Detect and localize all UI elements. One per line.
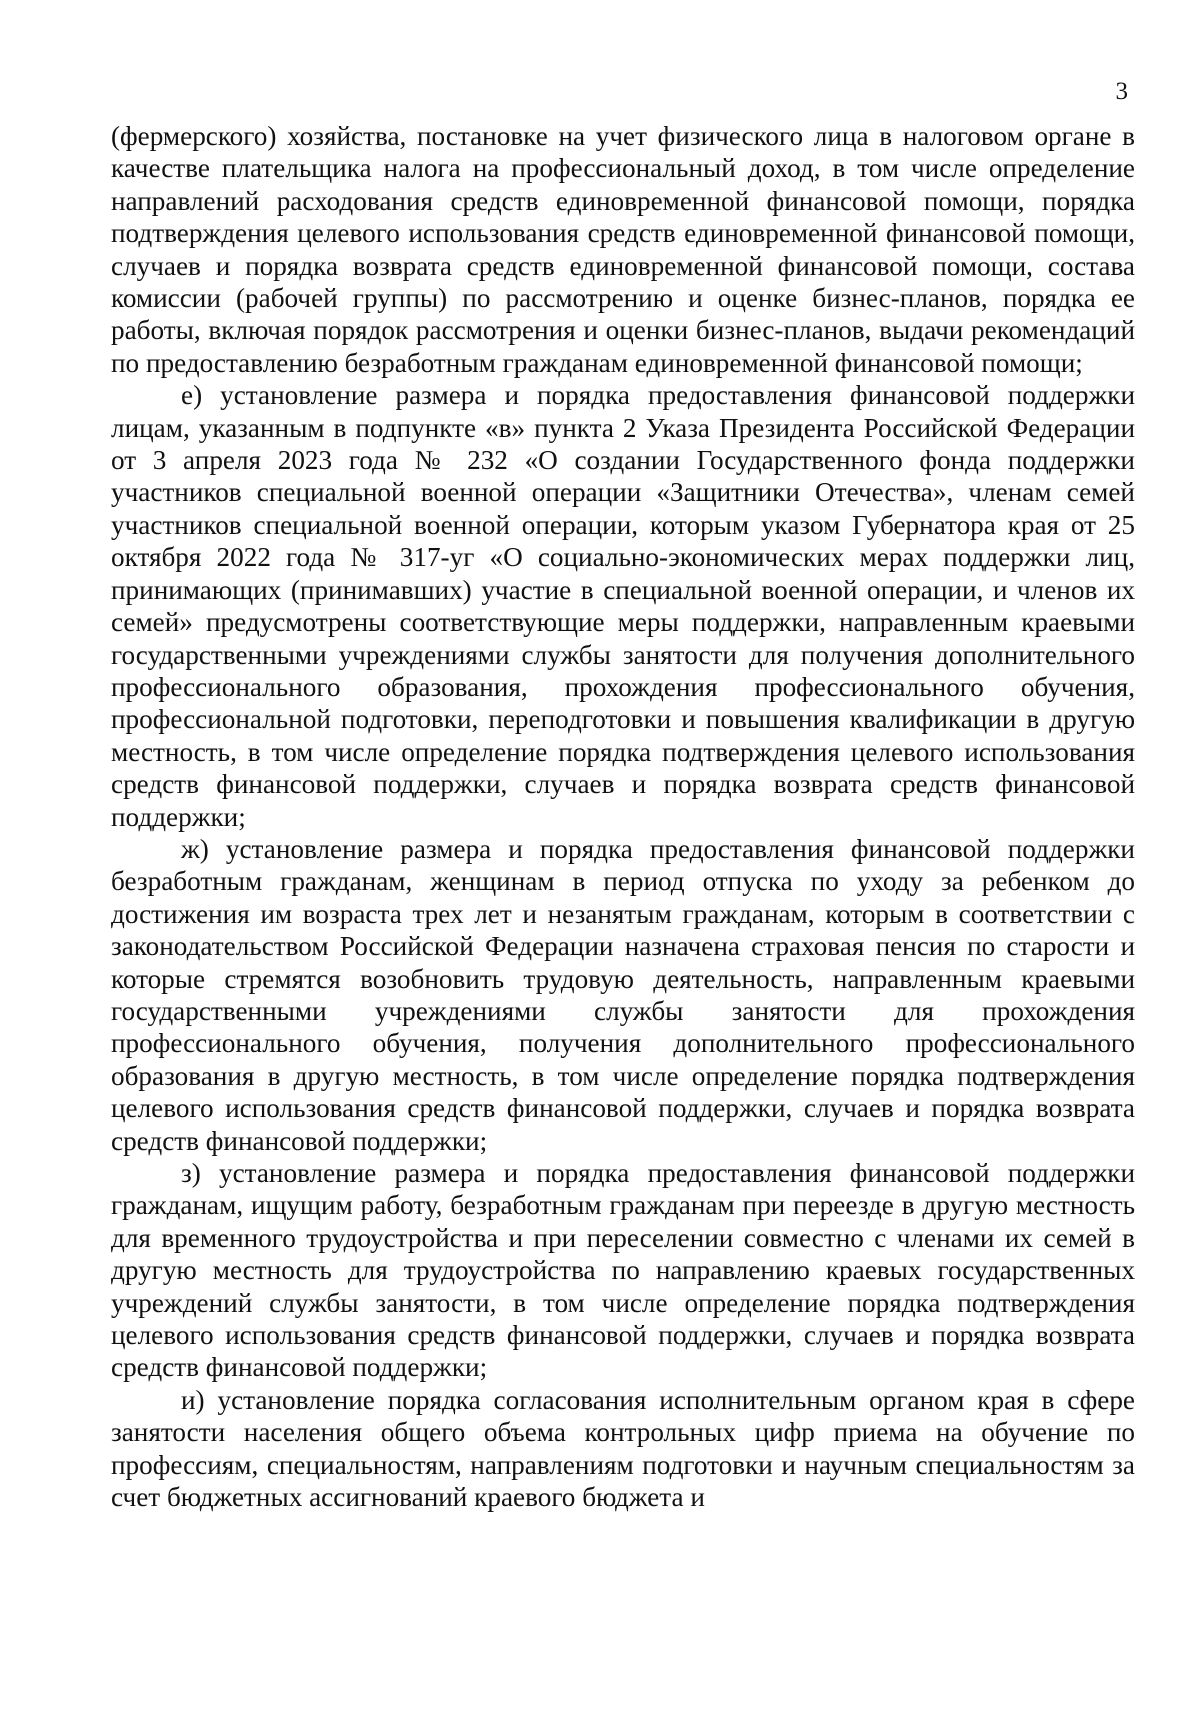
paragraph-item-zh: ж) установление размера и порядка предоставления финансовой поддержки безработным гражданам, женщинам в период отпуска по уходу за ребенком до достижения им возраста трех лет и незанятым гражданам, которым в соответствии с законодательством Российской Федерации назначена страховая пенсия по старости и которые стремятся возобновить трудовую деятельность, направленным краевыми государственными учреждениями службы занятости для прохождения профессионального обучения, получения дополнительного профессионального образования в другую местность, в том числе определение порядка подтверждения целевого использования средств финансовой поддержки, случаев и порядка возврата средств финансовой поддержки; (111, 833, 1135, 1156)
page-number: 3 (1115, 78, 1128, 105)
paragraph-item-i: и) установление порядка согласования исполнительным органом края в сфере занятости населения общего объема контрольных цифр приема на обучение по профессиям, специальностям, направлениям подготовки и научным специальностям за счет бюджетных ассигнований краевого бюджета и (111, 1384, 1135, 1513)
paragraph-item-z: з) установление размера и порядка предоставления финансовой поддержки гражданам, ищущим работу, безработным гражданам при переезде в другую местность для временного трудоустройства и при переселении совместно с членами их семей в другую местность для трудоустройства по направлению краевых государственных учреждений службы занятости, в том числе определение порядка подтверждения целевого использования средств финансовой поддержки, случаев и порядка возврата средств финансовой поддержки; (111, 1158, 1135, 1383)
paragraph-continuation: (фермерского) хозяйства, постановке на учет физического лица в налоговом органе в качестве плательщика налога на профессиональный доход, в том числе определение направлений расходования средств единовременной финансовой помощи, порядка подтверждения целевого использования средств единовременной финансовой помощи, случаев и порядка возврата средств единовременной финансовой помощи, состава комиссии (рабочей группы) по рассмотрению и оценке бизнес-планов, порядка ее работы, включая порядок рассмотрения и оценки бизнес-планов, выдачи рекомендаций по предоставлению безработным гражданам единовременной финансовой помощи; (111, 121, 1135, 378)
document-body (111, 120, 1135, 1513)
paragraph-item-e: е) установление размера и порядка предоставления финансовой поддержки лицам, указанным в подпункте «в» пункта 2 Указа Президента Российской Федерации от 3 апреля 2023 года № 232 «О создании Государственного фонда поддержки участников специальной военной операции «Защитники Отечества», членам семей участников специальной военной операции, которым указом Губернатора края от 25 октября 2022 года № 317-уг «О социально-экономических мерах поддержки лиц, принимающих (принимавших) участие в специальной военной операции, и членов их семей» предусмотрены соответствующие меры поддержки, направленным краевыми государственными учреждениями службы занятости для получения дополнительного профессионального образования, прохождения профессионального обучения, профессиональной подготовки, переподготовки и повышения квалификации в другую местность, в том числе определение порядка подтверждения целевого использования средств финансовой поддержки, случаев и порядка возврата средств финансовой поддержки; (111, 380, 1135, 832)
